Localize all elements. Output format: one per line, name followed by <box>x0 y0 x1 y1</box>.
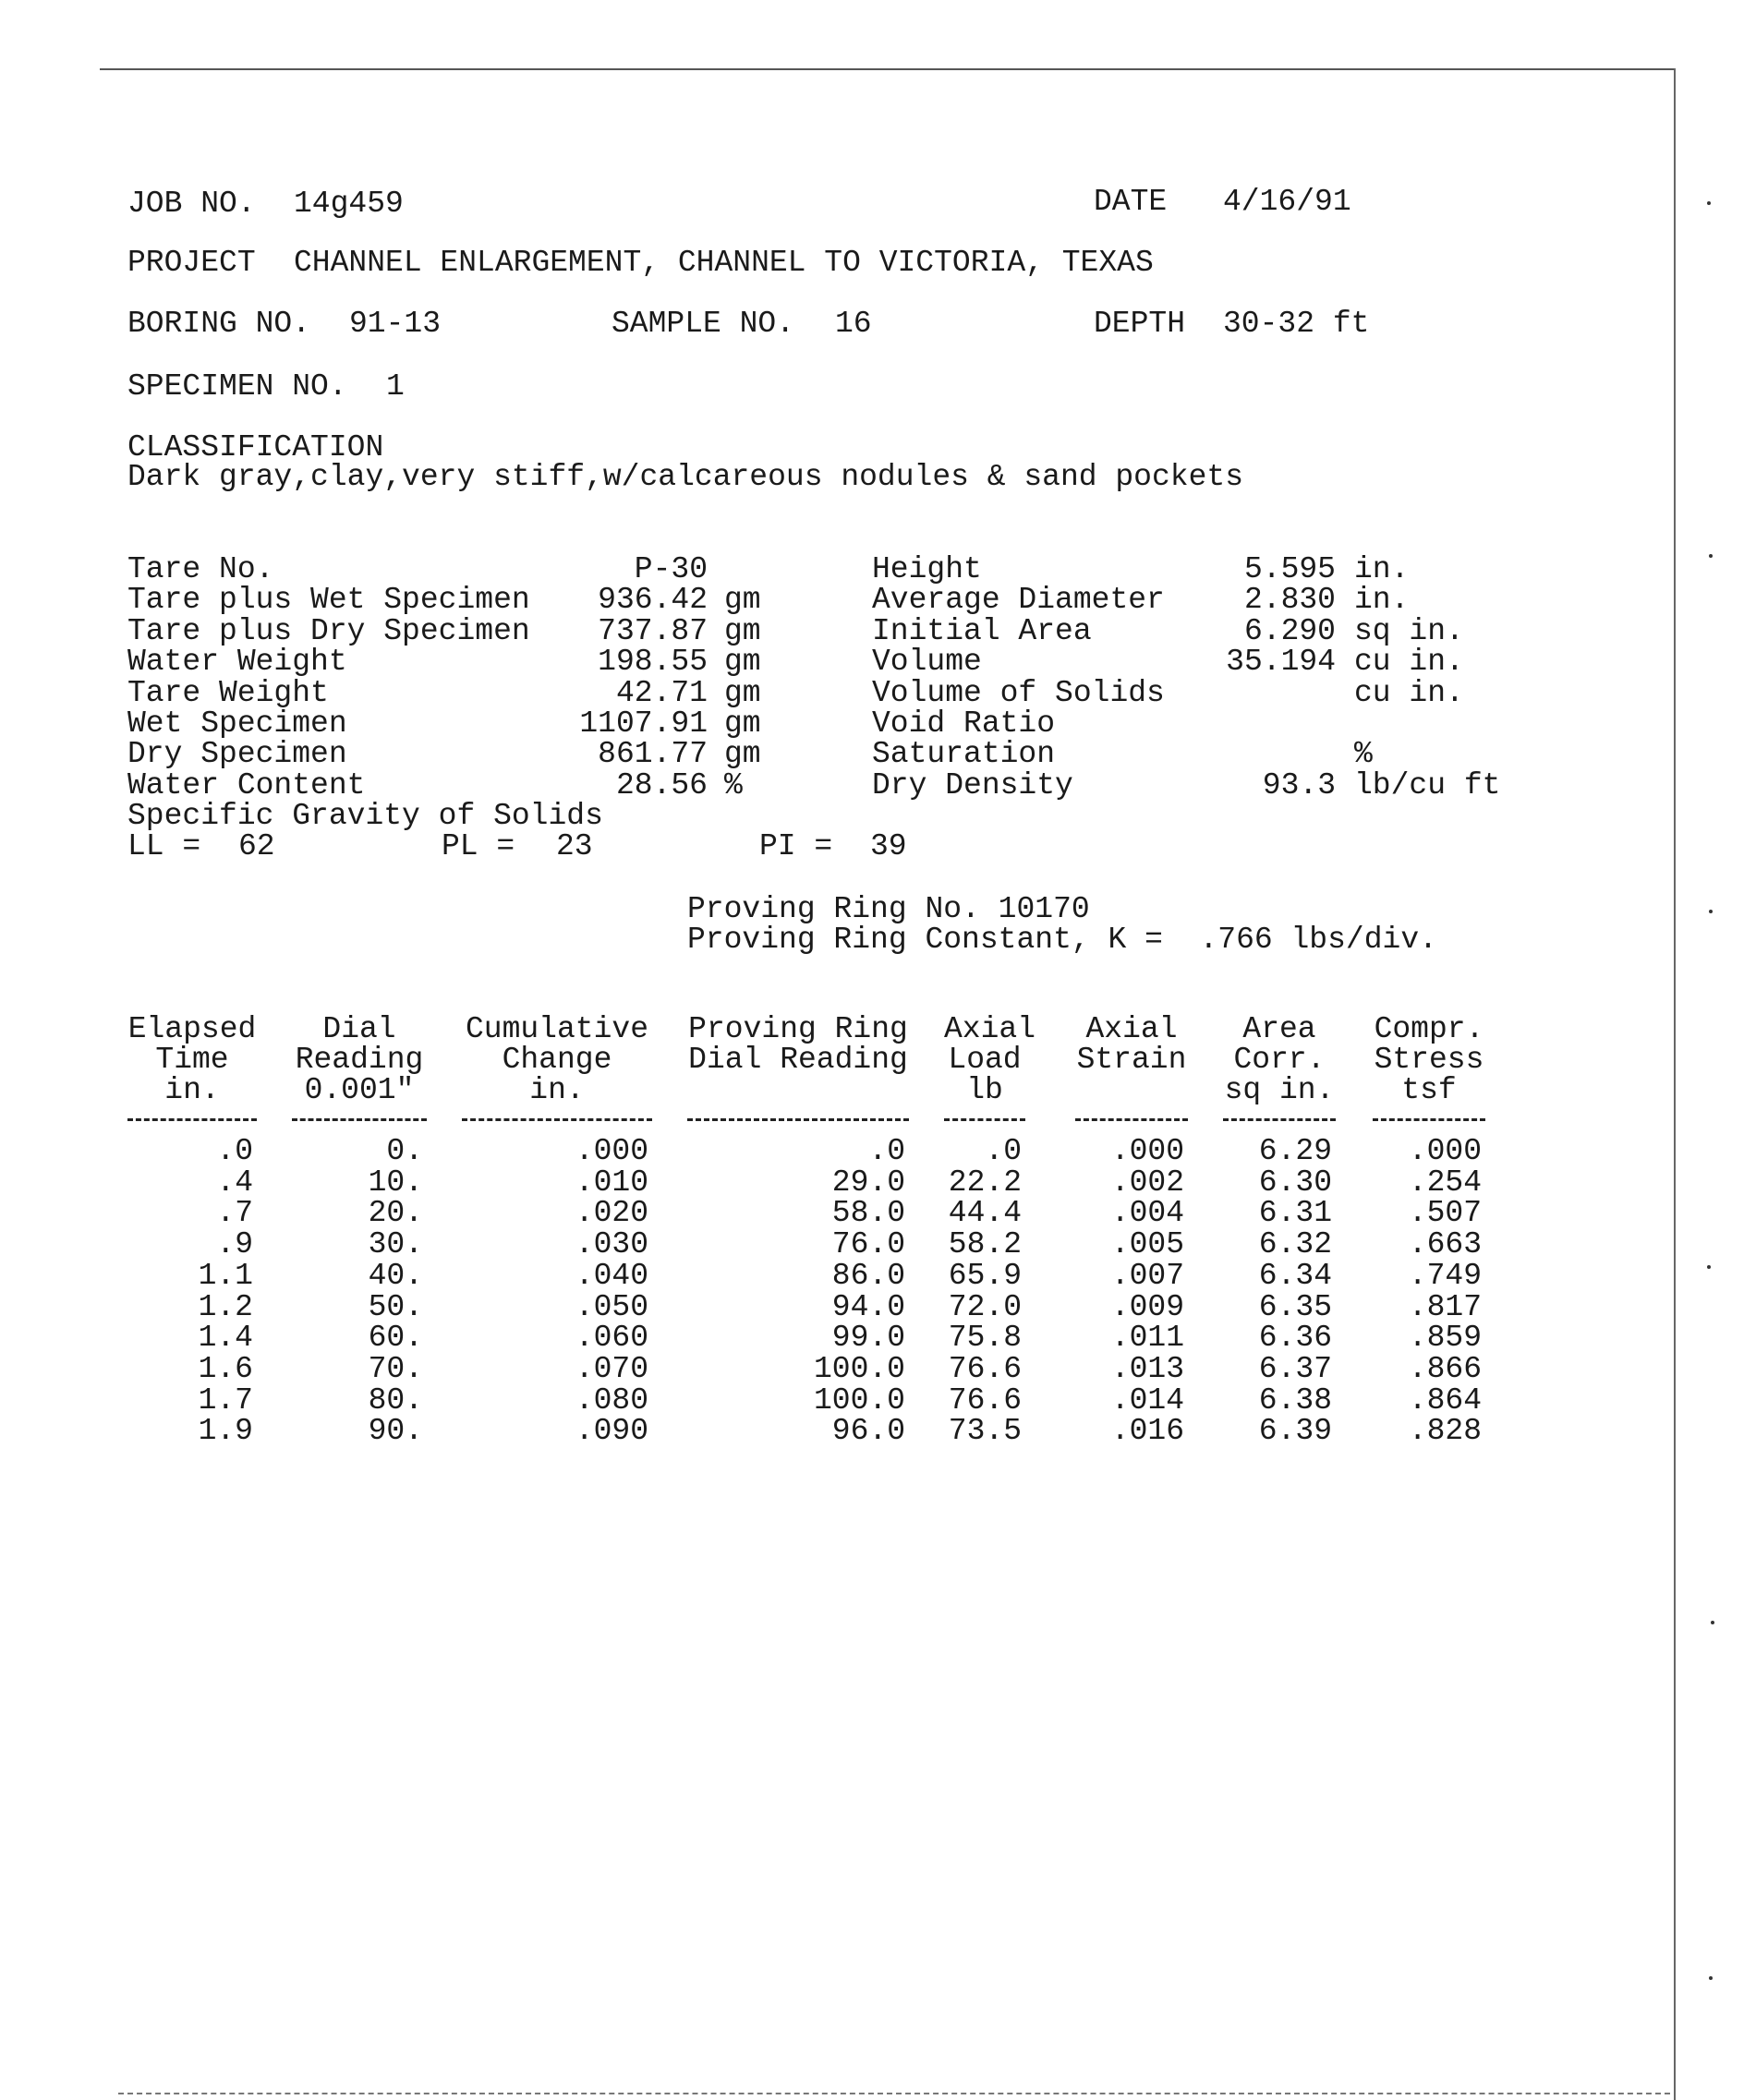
column-header: Reading <box>295 1043 424 1077</box>
property-label: Height <box>872 552 982 586</box>
table-cell: .254 <box>1408 1165 1482 1200</box>
property-label: Volume <box>872 645 982 680</box>
header-underline <box>944 1118 1025 1121</box>
property-unit: in. <box>1354 552 1410 586</box>
column-header: Proving Ring <box>688 1012 908 1046</box>
table-cell: 58.0 <box>831 1196 905 1231</box>
scan-speck <box>1707 1265 1711 1269</box>
table-cell: 30. <box>368 1227 423 1262</box>
table-cell: .014 <box>1110 1382 1184 1418</box>
table-cell: .080 <box>575 1382 648 1418</box>
column-header: lb <box>966 1073 1003 1107</box>
table-cell: 94.0 <box>831 1289 905 1324</box>
column-header: Area <box>1242 1012 1316 1046</box>
property-unit: gm <box>724 737 761 772</box>
page-border-right <box>1674 68 1676 2100</box>
property-value: P-30 <box>634 552 708 586</box>
property-label: Void Ratio <box>872 706 1056 741</box>
column-header: Compr. <box>1374 1012 1484 1046</box>
column-header: Stress <box>1374 1043 1484 1077</box>
table-cell: .000 <box>1110 1134 1184 1168</box>
property-label: Tare plus Wet Specimen <box>127 583 530 618</box>
table-cell: 44.4 <box>948 1196 1022 1231</box>
table-cell: 86.0 <box>831 1258 905 1293</box>
table-cell: 22.2 <box>948 1165 1022 1200</box>
table-cell: .0 <box>216 1134 253 1168</box>
boring-number-value: 91-13 <box>349 307 442 341</box>
table-cell: .864 <box>1408 1382 1482 1418</box>
table-cell: 10. <box>368 1165 423 1200</box>
column-header: sq in. <box>1224 1073 1335 1107</box>
property-value: 1107.91 <box>579 706 708 741</box>
column-header: Axial <box>1085 1012 1178 1046</box>
property-value: 936.42 <box>598 583 708 618</box>
property-value: 5.595 <box>1243 552 1336 586</box>
header-underline <box>1373 1118 1485 1121</box>
date-label: DATE <box>1094 185 1168 219</box>
scan-speck <box>1709 1976 1713 1980</box>
table-cell: 1.7 <box>198 1382 253 1418</box>
table-cell: 76.0 <box>831 1227 905 1262</box>
table-cell: .000 <box>1408 1134 1482 1168</box>
property-unit: gm <box>724 706 761 741</box>
header-underline <box>462 1118 652 1121</box>
table-cell: .090 <box>575 1414 648 1449</box>
table-cell: 6.29 <box>1258 1134 1332 1168</box>
table-cell: .749 <box>1408 1258 1482 1293</box>
table-cell: .050 <box>575 1289 648 1324</box>
table-cell: .859 <box>1408 1321 1482 1356</box>
table-cell: .507 <box>1408 1196 1482 1231</box>
table-cell: 90. <box>368 1414 423 1449</box>
property-label: Initial Area <box>872 613 1092 648</box>
property-unit: cu in. <box>1354 675 1464 710</box>
property-unit: gm <box>724 675 761 710</box>
specimen-number-label: SPECIMEN NO. <box>127 369 347 404</box>
property-value: 861.77 <box>598 737 708 772</box>
scan-speck <box>1711 1621 1714 1624</box>
table-cell: 6.38 <box>1258 1382 1332 1418</box>
table-cell: 6.39 <box>1258 1414 1332 1449</box>
scan-speck <box>1709 554 1713 558</box>
column-header: Cumulative <box>465 1012 649 1046</box>
classification-value: Dark gray,clay,very stiff,w/calcareous nodules & sand pockets <box>127 460 1243 494</box>
table-cell: 6.37 <box>1258 1351 1332 1386</box>
table-cell: .030 <box>575 1227 648 1262</box>
table-cell: .0 <box>868 1134 905 1168</box>
table-cell: .007 <box>1110 1258 1184 1293</box>
job-number-value: 14g459 <box>294 187 404 221</box>
table-cell: .011 <box>1110 1321 1184 1356</box>
table-cell: 100.0 <box>813 1351 905 1386</box>
table-cell: .005 <box>1110 1227 1184 1262</box>
header-underline <box>1075 1118 1188 1121</box>
property-value: 2.830 <box>1243 583 1336 618</box>
table-cell: 1.4 <box>198 1321 253 1356</box>
table-cell: .002 <box>1110 1165 1184 1200</box>
liquid-limit-label: LL = <box>127 829 201 863</box>
depth-label: DEPTH <box>1094 307 1186 341</box>
table-cell: .004 <box>1110 1196 1184 1231</box>
property-value: 198.55 <box>598 645 708 680</box>
property-unit: % <box>1354 737 1373 772</box>
property-unit: sq in. <box>1354 613 1464 648</box>
table-cell: .020 <box>575 1196 648 1231</box>
column-header: tsf <box>1401 1073 1457 1107</box>
column-header: Elapsed <box>127 1012 257 1046</box>
table-cell: .060 <box>575 1321 648 1356</box>
property-label: Tare No. <box>127 552 274 586</box>
table-cell: 6.32 <box>1258 1227 1332 1262</box>
property-label: Dry Density <box>872 767 1073 803</box>
property-label: Saturation <box>872 737 1056 772</box>
column-header: Load <box>948 1043 1022 1077</box>
property-label: Tare Weight <box>127 675 329 710</box>
table-cell: .070 <box>575 1351 648 1386</box>
property-unit: gm <box>724 613 761 648</box>
property-unit: in. <box>1354 583 1410 618</box>
property-value: 28.56 <box>615 767 708 803</box>
plasticity-index-label: PI = <box>759 829 833 863</box>
header-underline <box>292 1118 427 1121</box>
specific-gravity-label: Specific Gravity of Solids <box>127 799 603 833</box>
table-cell: 65.9 <box>948 1258 1022 1293</box>
table-cell: 76.6 <box>948 1382 1022 1418</box>
project-label: PROJECT <box>127 246 256 280</box>
column-header: Time <box>155 1043 229 1077</box>
page-border-top <box>100 68 1675 70</box>
table-cell: .7 <box>216 1196 253 1231</box>
table-cell: 58.2 <box>948 1227 1022 1262</box>
property-unit: gm <box>724 583 761 618</box>
table-cell: 80. <box>368 1382 423 1418</box>
project-value: CHANNEL ENLARGEMENT, CHANNEL TO VICTORIA, TEXAS <box>294 246 1154 280</box>
proving-ring-constant: Proving Ring Constant, K = .766 lbs/div. <box>687 923 1437 957</box>
table-cell: .817 <box>1408 1289 1482 1324</box>
proving-ring-number: Proving Ring No. 10170 <box>687 892 1090 926</box>
column-header: Corr. <box>1233 1043 1326 1077</box>
property-value: 42.71 <box>615 675 708 710</box>
property-unit: % <box>724 767 743 803</box>
table-cell: .000 <box>575 1134 648 1168</box>
table-cell: 0. <box>386 1134 423 1168</box>
table-cell: .0 <box>985 1134 1022 1168</box>
property-value: 737.87 <box>598 613 708 648</box>
table-cell: .016 <box>1110 1414 1184 1449</box>
table-cell: 75.8 <box>948 1321 1022 1356</box>
table-cell: .663 <box>1408 1227 1482 1262</box>
table-cell: 72.0 <box>948 1289 1022 1324</box>
table-cell: 40. <box>368 1258 423 1293</box>
column-header: Axial <box>944 1012 1036 1046</box>
table-cell: 100.0 <box>813 1382 905 1418</box>
table-cell: 73.5 <box>948 1414 1022 1449</box>
scan-speck <box>1709 910 1713 913</box>
boring-number-label: BORING NO. <box>127 307 311 341</box>
column-header: 0.001" <box>304 1073 415 1107</box>
column-header: Dial Reading <box>688 1043 908 1077</box>
table-cell: 70. <box>368 1351 423 1386</box>
property-label: Dry Specimen <box>127 737 347 772</box>
column-header: Change <box>502 1043 612 1077</box>
table-cell: 1.1 <box>198 1258 253 1293</box>
property-label: Water Content <box>127 767 366 803</box>
table-cell: 29.0 <box>831 1165 905 1200</box>
table-cell: 1.2 <box>198 1289 253 1324</box>
table-cell: 50. <box>368 1289 423 1324</box>
date-value: 4/16/91 <box>1223 185 1351 219</box>
depth-value: 30-32 ft <box>1223 307 1370 341</box>
property-value: 35.194 <box>1226 645 1336 680</box>
table-cell: 6.35 <box>1258 1289 1332 1324</box>
table-cell: 1.6 <box>198 1351 253 1386</box>
column-header: Strain <box>1076 1043 1187 1077</box>
specimen-number-value: 1 <box>386 369 405 404</box>
job-number-label: JOB NO. <box>127 187 256 221</box>
table-cell: .040 <box>575 1258 648 1293</box>
property-label: Tare plus Dry Specimen <box>127 613 530 648</box>
table-cell: 6.34 <box>1258 1258 1332 1293</box>
header-underline <box>687 1118 909 1121</box>
table-cell: .013 <box>1110 1351 1184 1386</box>
page-border-bottom <box>118 2093 1670 2094</box>
property-value: 93.3 <box>1262 767 1336 803</box>
table-cell: 60. <box>368 1321 423 1356</box>
table-cell: 99.0 <box>831 1321 905 1356</box>
table-cell: 20. <box>368 1196 423 1231</box>
property-unit: cu in. <box>1354 645 1464 680</box>
property-label: Water Weight <box>127 645 347 680</box>
table-cell: 1.9 <box>198 1414 253 1449</box>
table-cell: .828 <box>1408 1414 1482 1449</box>
table-cell: .9 <box>216 1227 253 1262</box>
property-unit: lb/cu ft <box>1354 767 1501 803</box>
table-cell: 96.0 <box>831 1414 905 1449</box>
classification-label: CLASSIFICATION <box>127 430 384 465</box>
table-cell: .4 <box>216 1165 253 1200</box>
table-cell: 6.31 <box>1258 1196 1332 1231</box>
property-value: 6.290 <box>1243 613 1336 648</box>
scan-speck <box>1707 201 1711 205</box>
plasticity-index-value: 39 <box>870 829 907 863</box>
table-cell: .009 <box>1110 1289 1184 1324</box>
header-underline <box>127 1118 257 1121</box>
plastic-limit-label: PL = <box>442 829 515 863</box>
plastic-limit-value: 23 <box>556 829 593 863</box>
table-cell: 76.6 <box>948 1351 1022 1386</box>
column-header: in. <box>164 1073 220 1107</box>
table-cell: 6.30 <box>1258 1165 1332 1200</box>
column-header: Dial <box>322 1012 396 1046</box>
property-label: Average Diameter <box>872 583 1165 618</box>
property-unit: gm <box>724 645 761 680</box>
table-cell: .866 <box>1408 1351 1482 1386</box>
sample-number-label: SAMPLE NO. <box>612 307 795 341</box>
table-cell: 6.36 <box>1258 1321 1332 1356</box>
sample-number-value: 16 <box>835 307 872 341</box>
property-label: Wet Specimen <box>127 706 347 741</box>
header-underline <box>1223 1118 1336 1121</box>
liquid-limit-value: 62 <box>238 829 275 863</box>
table-cell: .010 <box>575 1165 648 1200</box>
column-header: in. <box>529 1073 585 1107</box>
property-label: Volume of Solids <box>872 675 1165 710</box>
